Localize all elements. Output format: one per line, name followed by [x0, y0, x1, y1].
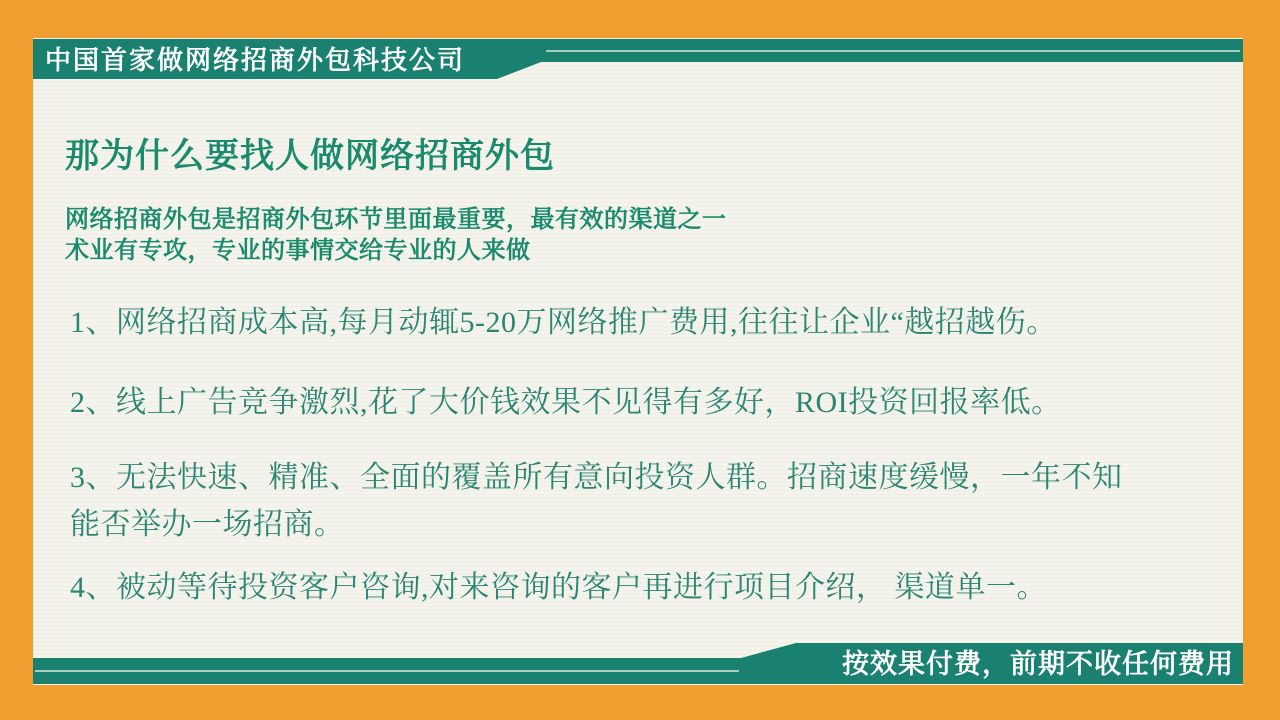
list-item-text: 能否举办一场招商。: [70, 508, 345, 541]
slide-subtitle: [65, 204, 727, 266]
subtitle-line: 术业有专攻，专业的事情交给专业的人来做: [65, 237, 531, 264]
list-item: [70, 564, 1200, 611]
list-item: [70, 379, 1200, 426]
footer-slogan: 按效果付费，前期不收任何费用: [842, 649, 1234, 679]
subtitle-line: 网络招商外包是招商外包环节里面最重要，最有效的渠道之一: [65, 206, 727, 233]
list-item: [70, 454, 1200, 548]
slide-title: 那为什么要找人做网络招商外包: [65, 137, 555, 175]
list-item-text: 2、线上广告竞争激烈,花了大价钱效果不见得有多好，ROI投资回报率低。: [70, 386, 1062, 419]
list-item-text: 1、网络招商成本高,每月动辄5-20万网络推广费用,往往让企业“越招越伤。: [70, 306, 1057, 339]
list-item-text: 4、被动等待投资客户咨询,对来咨询的客户再进行项目介绍， 渠道单一。: [70, 571, 1047, 604]
company-tagline: 中国首家做网络招商外包科技公司: [45, 45, 466, 75]
list-item-text: 3、无法快速、精准、全面的覆盖所有意向投资人群。招商速度缓慢，一年不知: [70, 461, 1123, 494]
list-item: [70, 299, 1200, 346]
